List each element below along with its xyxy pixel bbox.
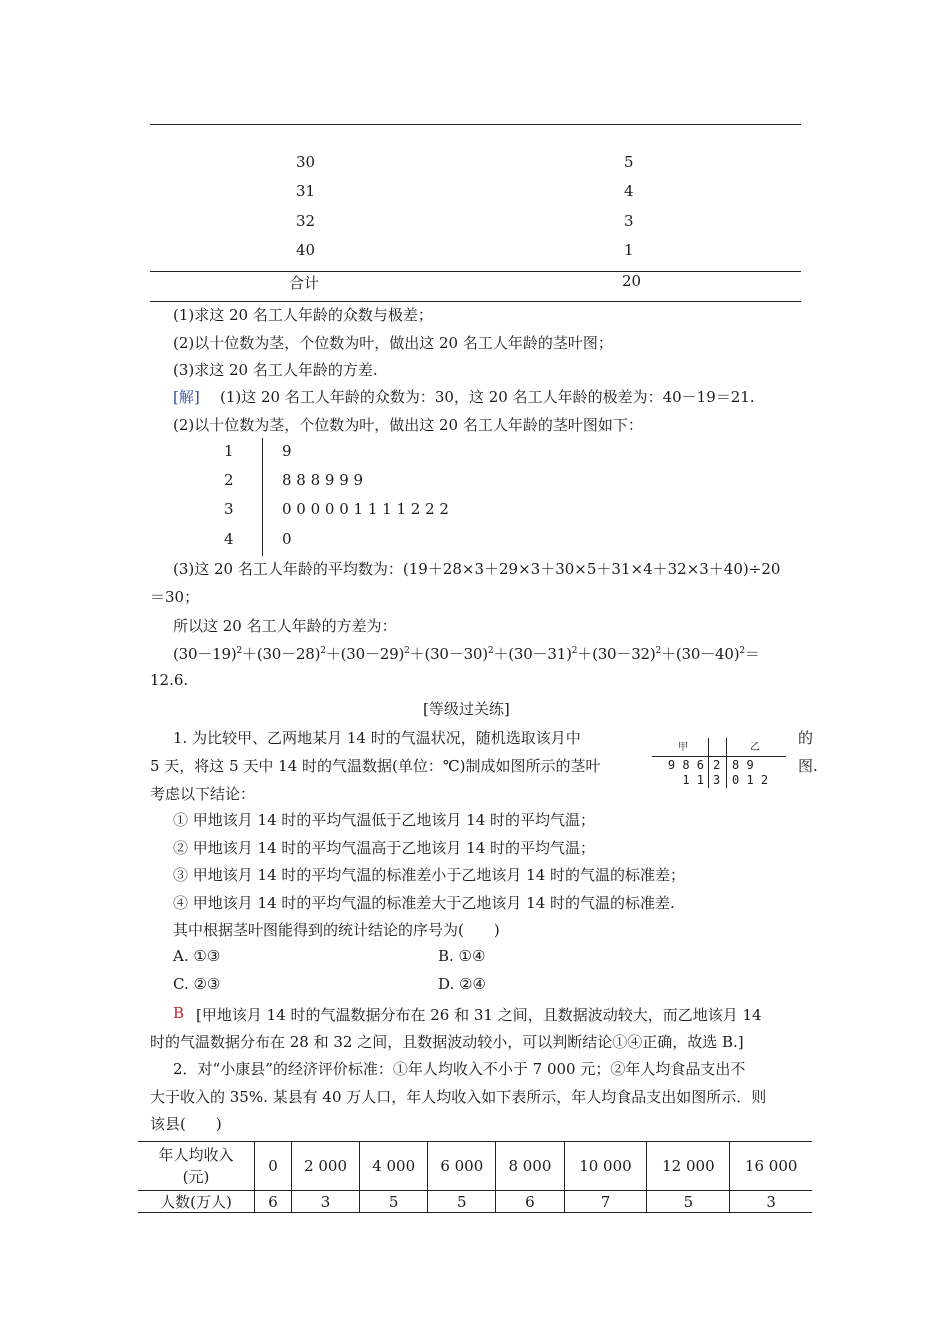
income-cell: 8 000 [496,1142,564,1191]
right-leaves: 8 9 [732,758,754,772]
leaves: 0 0 0 0 0 1 1 1 1 2 2 2 [282,500,449,518]
solution-3c: 所以这 20 名工人年龄的方差为： [173,617,397,635]
problem2-line2: 大于收入的 35%. 某县有 40 万人口，年人均收入如下表所示，年人均食品支出如图所示．则 [150,1088,767,1106]
left-leaves: 9 8 6 [667,758,704,772]
stem: 1 [224,442,234,460]
problem1-line2-end: 图. [798,757,818,775]
option-c: C. ②③ [173,975,221,993]
option-a: A. ①③ [173,947,221,965]
income-cell: 16 000 [730,1142,812,1191]
section-title: [等级过关练] [423,700,510,718]
leaves: 9 [282,442,292,460]
leaves: 8 8 8 9 9 9 [282,471,364,489]
term: ＋(30－28) [242,645,321,663]
table-top-rule [150,124,801,125]
income-cell: 10 000 [564,1142,647,1191]
income-cell: 0 [255,1142,292,1191]
variance-formula [173,643,760,664]
count-cell: 4 [624,182,634,200]
income-cell: 4 000 [360,1142,428,1191]
solution-3e: 12.6. [150,671,189,689]
problem1-line1-end: 的 [798,729,814,747]
exponent: 2 [404,646,410,656]
people-cell: 5 [647,1191,730,1213]
income-table [138,1141,812,1213]
problem1-line3: 考虑以下结论： [150,785,256,803]
people-cell: 3 [730,1191,812,1213]
stem: 2 [713,758,721,772]
term: ＋(30－40) [661,645,740,663]
term: (30－19) [173,645,237,663]
question-1: (1)求这 20 名工人年龄的众数与极差； [173,306,433,324]
answer-letter: B [173,1004,185,1022]
right-group-label: 乙 [750,742,760,753]
stem: 4 [224,530,234,548]
conclusion-1: ① 甲地该月 14 时的平均气温低于乙地该月 14 时的平均气温； [173,811,596,829]
income-cell: 6 000 [428,1142,496,1191]
people-cell: 6 [255,1191,292,1213]
left-group-label: 甲 [678,742,688,753]
income-cell: 12 000 [647,1142,730,1191]
question-2: (2)以十位数为茎，个位数为叶，做出这 20 名工人年龄的茎叶图； [173,334,613,352]
solution-1: (1)这 20 名工人年龄的众数为：30，这 20 名工人年龄的极差为：40－19＝21. [220,388,755,406]
option-b: B. ①④ [438,947,486,965]
figure-divider-left [708,738,709,788]
option-d: D. ②④ [438,975,486,993]
problem1-ask: 其中根据茎叶图能得到的统计结论的序号为( ) [173,921,500,939]
exponent: 2 [320,646,326,656]
term: ＝ [744,645,760,663]
figure-header-rule [652,756,786,757]
people-header: 人数(万人) [138,1191,255,1213]
left-leaves: 1 1 [682,773,704,787]
income-header-line1: 年人均收入 [158,1146,234,1164]
income-header-line2: (元) [182,1168,210,1186]
problem1-line1: 1. 为比较甲、乙两地某月 14 时的气温状况，随机选取该月中 [173,729,581,747]
count-cell: 5 [624,153,634,171]
stem-leaf-figure [652,738,786,788]
term: ＋(30－29) [325,645,405,663]
stem-divider [262,438,263,556]
term: ＋(30－31) [493,645,572,663]
age-cell: 31 [296,182,316,200]
question-3: (3)求这 20 名工人年龄的方差. [173,361,378,379]
people-cell: 3 [292,1191,360,1213]
people-row [138,1191,812,1213]
conclusion-3: ③ 甲地该月 14 时的平均气温的标准差小于乙地该月 14 时的气温的标准差； [173,866,686,884]
solution-3b: ＝30； [150,588,200,606]
solution-3a: (3)这 20 名工人年龄的平均数为：(19＋28×3＋29×3＋30×5＋31×4＋32×3＋40)÷20 [173,560,781,578]
term: ＋(30－32) [577,645,656,663]
people-cell: 5 [428,1191,496,1213]
right-leaves: 0 1 2 [732,773,769,787]
people-cell: 5 [360,1191,428,1213]
count-cell: 1 [624,241,634,259]
problem2-line3: 该县( ) [150,1115,222,1133]
total-label: 合计 [289,274,320,292]
answer-explanation-1: [甲地该月 14 时的气温数据分布在 26 和 31 之间，且数据波动较大，而乙地该月 14 [196,1006,762,1024]
figure-divider-right [726,738,727,788]
answer-explanation-2: 时的气温数据分布在 28 和 32 之间，且数据波动较小，可以判断结论①④正确，故选 B.] [150,1033,744,1051]
stem: 2 [224,471,234,489]
exponent: 2 [655,646,662,656]
income-row [138,1142,812,1191]
people-cell: 6 [496,1191,564,1213]
exponent: 2 [739,646,745,656]
age-cell: 32 [296,212,316,230]
exponent: 2 [487,646,494,656]
solution-2: (2)以十位数为茎，个位数为叶，做出这 20 名工人年龄的茎叶图如下： [173,416,643,434]
stem: 3 [713,773,721,787]
count-cell: 3 [624,212,634,230]
people-cell: 7 [564,1191,647,1213]
income-header [138,1142,255,1191]
table-total-rule [150,271,801,272]
problem2-line1: 2．对“小康县”的经济评价标准：①年人均收入不小于 7 000 元；②年人均食品支出不 [173,1060,746,1078]
exponent: 2 [236,646,243,656]
exponent: 2 [571,646,578,656]
term: ＋(30－30) [409,645,488,663]
table-bottom-rule [150,301,801,302]
problem1-line2: 5 天，将这 5 天中 14 时的气温数据(单位：℃)制成如图所示的茎叶 [150,757,601,775]
stem: 3 [224,500,234,518]
conclusion-2: ② 甲地该月 14 时的平均气温高于乙地该月 14 时的平均气温； [173,839,596,857]
conclusion-4: ④ 甲地该月 14 时的平均气温的标准差大于乙地该月 14 时的气温的标准差. [173,894,675,912]
age-cell: 30 [296,153,316,171]
total-value: 20 [622,272,642,290]
age-cell: 40 [296,241,316,259]
leaves: 0 [282,530,292,548]
solution-tag: [解] [173,388,200,406]
income-cell: 2 000 [292,1142,360,1191]
